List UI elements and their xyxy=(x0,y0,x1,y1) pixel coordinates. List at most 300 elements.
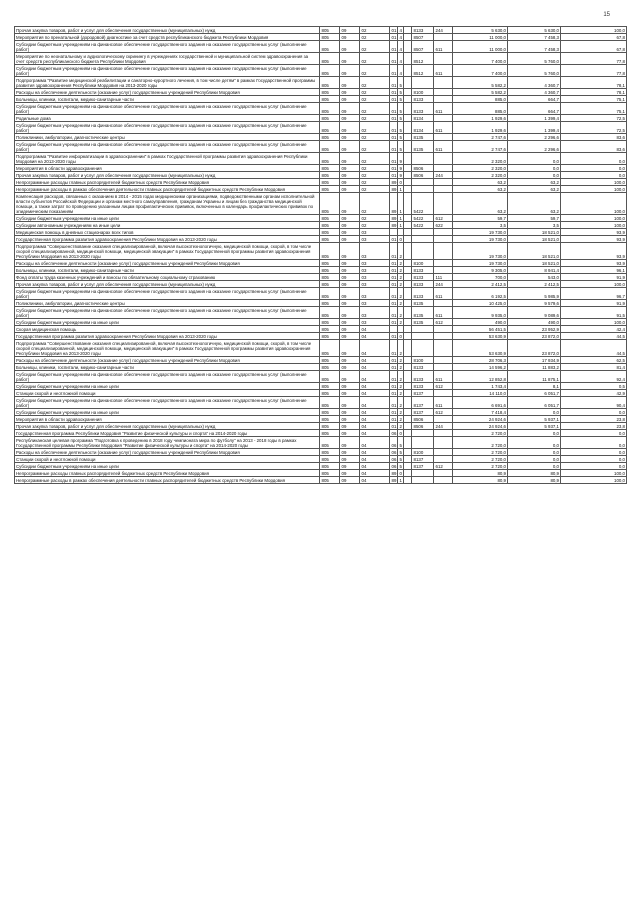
row-program: 01 xyxy=(391,115,397,121)
row-section: 09 xyxy=(340,27,360,34)
row-executed: 664,7 xyxy=(508,103,561,115)
row-executed: 59,7 xyxy=(508,215,561,222)
row-name: Субсидии бюджетным учреждениям на иные цели xyxy=(15,409,320,416)
row-subprogram: 5 xyxy=(398,77,404,89)
row-executed: 0,0 xyxy=(508,153,561,165)
row-article: 8133 xyxy=(412,96,434,103)
row-subsection: 03 xyxy=(360,236,390,243)
row-percent: 83,6 xyxy=(561,134,627,141)
row-executed: 17 934,9 xyxy=(508,357,561,364)
row-subprogram: 5 xyxy=(399,456,402,462)
row-expense-type xyxy=(434,134,453,141)
row-executed: 5 985,9 xyxy=(508,288,561,300)
row-expense-type xyxy=(434,229,453,236)
row-subsection: 04 xyxy=(360,326,390,333)
row-subprogram: 2 xyxy=(398,397,404,409)
row-section: 09 xyxy=(340,383,360,390)
row-subprogram: 0 xyxy=(399,470,402,476)
row-name: Субсидии бюджетным учреждениям на финансовое обеспечение государственного задания на оказание государственных услуг (выполнение работ) xyxy=(15,65,320,77)
row-subprogram: 2 xyxy=(399,383,402,389)
row-spacer xyxy=(404,416,412,423)
row-percent: 0,0 xyxy=(561,165,627,172)
row-article xyxy=(412,186,434,193)
row-executed: 9 089,6 xyxy=(508,307,561,319)
row-planned: 1 743,4 xyxy=(453,383,508,390)
row-executed: 8 941,4 xyxy=(508,267,561,274)
row-subsection: 02 xyxy=(360,215,390,222)
table-row xyxy=(15,179,627,186)
row-subprogram: 5 xyxy=(399,463,402,469)
row-executed: 2 296,6 xyxy=(508,141,561,153)
row-percent: 78,1 xyxy=(561,77,627,89)
row-ministry: 805 xyxy=(320,165,340,172)
table-row xyxy=(15,390,627,397)
table-row xyxy=(15,477,627,484)
row-spacer xyxy=(404,141,412,153)
row-section: 09 xyxy=(340,122,360,134)
row-ministry: 805 xyxy=(320,340,340,357)
row-name: Больницы, клиники, госпитали, медико-санитарные части xyxy=(15,96,320,103)
row-planned: 5 630,0 xyxy=(453,27,508,34)
row-planned: 10 425,0 xyxy=(453,300,508,307)
row-planned: 80,9 xyxy=(453,477,508,484)
row-executed: 18 521,0 xyxy=(508,243,561,260)
row-ministry: 805 xyxy=(320,307,340,319)
row-subsection: 02 xyxy=(360,134,390,141)
row-spacer xyxy=(404,300,412,307)
table-row xyxy=(15,27,627,34)
row-percent: 0,0 xyxy=(561,430,627,437)
row-program: 01 xyxy=(390,122,398,134)
row-percent: 72,5 xyxy=(561,115,627,122)
row-subsection: 03 xyxy=(360,281,390,288)
row-program: 01 xyxy=(390,103,398,115)
row-expense-type: 244 xyxy=(434,27,453,34)
row-planned: 14 110,0 xyxy=(453,390,508,397)
row-article: 8133 xyxy=(412,281,434,288)
row-subprogram: 2 xyxy=(399,357,402,363)
row-name: Субсидии бюджетным учреждениям на финансовое обеспечение государственного задания на оказание государственных услуг (выполнение работ) xyxy=(15,103,320,115)
row-subsection: 04 xyxy=(360,449,390,456)
row-expense-type xyxy=(434,89,453,96)
row-planned: 28 706,3 xyxy=(453,357,508,364)
row-program: 06 xyxy=(391,463,397,469)
row-expense-type xyxy=(434,53,453,65)
row-planned: 53 630,9 xyxy=(453,340,508,357)
row-planned: 3,5 xyxy=(453,222,508,229)
row-article: 8137 xyxy=(412,463,434,470)
row-subsection: 02 xyxy=(360,103,390,115)
row-spacer xyxy=(404,364,412,371)
row-spacer xyxy=(404,307,412,319)
row-section: 09 xyxy=(340,96,360,103)
row-subsection: 02 xyxy=(360,172,390,179)
row-article: 5422 xyxy=(412,193,434,215)
row-program: 01 xyxy=(391,27,397,33)
row-article: 8135 xyxy=(412,141,434,153)
row-subsection: 04 xyxy=(360,409,390,416)
row-subsection: 02 xyxy=(360,222,390,229)
row-spacer xyxy=(404,477,412,484)
row-article xyxy=(412,243,434,260)
row-executed: 5 760,0 xyxy=(508,65,561,77)
row-percent: 100,0 xyxy=(561,27,627,34)
row-spacer xyxy=(404,229,412,236)
table-row xyxy=(15,274,627,281)
row-percent: 0,0 xyxy=(561,172,627,179)
row-percent: 77,8 xyxy=(561,53,627,65)
row-article xyxy=(412,236,434,243)
row-planned: 6 691,6 xyxy=(453,397,508,409)
table-row xyxy=(15,430,627,437)
row-section: 09 xyxy=(340,267,360,274)
row-name: Фонд оплаты труда казенных учреждений и взносы по обязательному социальному страхованию xyxy=(15,274,320,281)
row-program: 01 xyxy=(391,134,397,140)
row-section: 09 xyxy=(340,371,360,383)
table-row xyxy=(15,300,627,307)
row-spacer xyxy=(404,96,412,103)
row-program: 89 xyxy=(391,179,397,185)
row-planned: 63,2 xyxy=(453,186,508,193)
table-row xyxy=(15,65,627,77)
row-ministry: 805 xyxy=(320,260,340,267)
row-planned: 2 412,5 xyxy=(453,281,508,288)
row-subsection: 04 xyxy=(360,340,390,357)
row-spacer xyxy=(404,153,412,165)
row-name: Прочая закупка товаров, работ и услуг для обеспечения государственных (муниципальных) нужд xyxy=(15,423,320,430)
row-spacer xyxy=(404,243,412,260)
row-executed: 3,5 xyxy=(508,222,561,229)
row-program: 01 xyxy=(390,141,398,153)
row-expense-type xyxy=(434,300,453,307)
row-ministry: 805 xyxy=(320,27,340,34)
row-program: 89 xyxy=(391,186,397,192)
row-article: 8135 xyxy=(412,300,434,307)
row-section: 09 xyxy=(340,172,360,179)
row-subprogram: 5 xyxy=(399,96,402,102)
row-expense-type: 111 xyxy=(434,274,453,281)
row-spacer xyxy=(404,172,412,179)
row-executed: 490,0 xyxy=(508,319,561,326)
row-name: Субсидии бюджетным учреждениям на иные цели xyxy=(15,215,320,222)
row-article xyxy=(412,229,434,236)
row-subprogram: 1 xyxy=(398,193,404,215)
row-name: Подпрограмма "Развитие информатизации в здравоохранении" в рамках Государственной программы развития здравоохранения Республики Мордовия на 2013-2020 годы xyxy=(15,153,320,165)
row-name: Субсидии бюджетным учреждениям на иные цели xyxy=(15,463,320,470)
row-subprogram: 2 xyxy=(399,267,402,273)
row-section: 09 xyxy=(340,134,360,141)
row-spacer xyxy=(404,463,412,470)
row-ministry: 805 xyxy=(320,326,340,333)
row-ministry: 805 xyxy=(320,236,340,243)
row-program: 01 xyxy=(391,89,397,95)
row-percent: 92,4 xyxy=(561,371,627,383)
row-percent: 23,8 xyxy=(561,416,627,423)
row-subsection: 04 xyxy=(360,423,390,430)
row-program: 89 xyxy=(391,215,397,221)
row-name: Расходы на обеспечение деятельности (оказание услуг) государственных учреждений Республики Мордовия xyxy=(15,89,320,96)
row-program: 89 xyxy=(391,470,397,476)
row-ministry: 805 xyxy=(320,430,340,437)
row-spacer xyxy=(404,319,412,326)
row-executed: 11 883,2 xyxy=(508,364,561,371)
row-subprogram: 2 xyxy=(399,274,402,280)
row-ministry: 805 xyxy=(320,41,340,53)
row-subsection: 03 xyxy=(360,243,390,260)
row-ministry: 805 xyxy=(320,267,340,274)
row-executed: 4 360,7 xyxy=(508,89,561,96)
table-row xyxy=(15,307,627,319)
row-planned: 19 730,0 xyxy=(453,243,508,260)
row-program: 01 xyxy=(390,307,398,319)
row-subsection: 04 xyxy=(360,371,390,383)
row-percent: 0,0 xyxy=(561,449,627,456)
table-row xyxy=(15,186,627,193)
row-program: 01 xyxy=(391,281,397,287)
row-name: Непрограммные расходы главных распорядителей бюджетных средств Республики Мордовия xyxy=(15,179,320,186)
row-subprogram: 1 xyxy=(399,186,402,192)
row-ministry: 805 xyxy=(320,397,340,409)
row-section: 09 xyxy=(340,319,360,326)
row-subsection: 02 xyxy=(360,165,390,172)
row-ministry: 805 xyxy=(320,34,340,41)
row-section: 09 xyxy=(340,307,360,319)
row-name: Государственная программа Республики Мордовия "Развитие физической культуры и спорта" на 2014-2020 годы xyxy=(15,430,320,437)
row-spacer xyxy=(404,115,412,122)
row-spacer xyxy=(404,215,412,222)
row-planned: 885,0 xyxy=(453,103,508,115)
row-article: 8133 xyxy=(412,274,434,281)
row-expense-type: 612 xyxy=(434,383,453,390)
table-row xyxy=(15,470,627,477)
row-subprogram: 5 xyxy=(398,141,404,153)
row-expense-type xyxy=(434,77,453,89)
row-expense-type: 244 xyxy=(434,423,453,430)
table-row xyxy=(15,371,627,383)
row-section: 09 xyxy=(340,463,360,470)
row-ministry: 805 xyxy=(320,383,340,390)
row-expense-type xyxy=(434,267,453,274)
row-percent: 100,0 xyxy=(561,193,627,215)
table-row xyxy=(15,165,627,172)
table-row xyxy=(15,134,627,141)
row-ministry: 805 xyxy=(320,77,340,89)
row-planned: 11 000,0 xyxy=(453,41,508,53)
row-executed: 0,0 xyxy=(508,172,561,179)
row-expense-type xyxy=(434,326,453,333)
row-spacer xyxy=(404,326,412,333)
row-subsection: 03 xyxy=(360,229,390,236)
row-executed: 4 360,7 xyxy=(508,77,561,89)
row-expense-type: 612 xyxy=(434,215,453,222)
row-article: 8137 xyxy=(412,409,434,416)
row-subsection: 02 xyxy=(360,122,390,134)
row-executed: 0,0 xyxy=(508,430,561,437)
row-ministry: 805 xyxy=(320,300,340,307)
row-planned: 9 305,0 xyxy=(453,267,508,274)
row-percent: 100,0 xyxy=(561,281,627,288)
row-subprogram: 0 xyxy=(399,236,402,242)
row-ministry: 805 xyxy=(320,416,340,423)
row-subsection: 04 xyxy=(360,470,390,477)
row-executed: 5 630,0 xyxy=(508,27,561,34)
row-name: Мероприятия в области здравоохранения xyxy=(15,165,320,172)
row-expense-type xyxy=(434,193,453,215)
row-section: 09 xyxy=(340,236,360,243)
row-spacer xyxy=(404,274,412,281)
table-row xyxy=(15,463,627,470)
table-row xyxy=(15,77,627,89)
row-percent: 83,6 xyxy=(561,141,627,153)
row-section: 09 xyxy=(340,449,360,456)
row-subprogram: 1 xyxy=(399,477,402,483)
row-executed: 23 872,0 xyxy=(508,333,561,340)
row-executed: 80,9 xyxy=(508,470,561,477)
row-percent: 62,5 xyxy=(561,357,627,364)
row-program: 01 xyxy=(391,423,397,429)
row-section: 09 xyxy=(340,193,360,215)
row-planned: 2 720,0 xyxy=(453,430,508,437)
table-row xyxy=(15,340,627,357)
row-percent: 96,7 xyxy=(561,288,627,300)
row-article: 8506 xyxy=(412,423,434,430)
row-program: 01 xyxy=(391,172,397,178)
row-subprogram: 1 xyxy=(399,215,402,221)
row-spacer xyxy=(404,65,412,77)
row-name: Субсидии бюджетным учреждениям на финансовое обеспечение государственного задания на оказание государственных услуг (выполнение работ) xyxy=(15,371,320,383)
row-article: 8134 xyxy=(412,115,434,122)
row-planned: 63,2 xyxy=(453,179,508,186)
row-article xyxy=(412,77,434,89)
row-article xyxy=(412,326,434,333)
row-article: 8135 xyxy=(412,134,434,141)
row-executed: 1 399,4 xyxy=(508,115,561,122)
row-program: 01 xyxy=(391,416,397,422)
row-spacer xyxy=(404,236,412,243)
row-spacer xyxy=(404,103,412,115)
row-subprogram: 4 xyxy=(398,65,404,77)
row-subsection: 02 xyxy=(360,193,390,215)
row-name: Субсидии автономным учреждениям на иные цели xyxy=(15,222,320,229)
row-executed: 0,0 xyxy=(508,409,561,416)
row-subprogram: 2 xyxy=(399,423,402,429)
row-ministry: 805 xyxy=(320,229,340,236)
row-ministry: 805 xyxy=(320,371,340,383)
row-section: 09 xyxy=(340,153,360,165)
row-spacer xyxy=(404,222,412,229)
table-row xyxy=(15,34,627,41)
row-subsection: 02 xyxy=(360,141,390,153)
row-name: Мероприятия по пренатальной (дородовой) диагностике за счет средств республиканского бюджета Республики Мордовия xyxy=(15,34,320,41)
row-section: 09 xyxy=(340,274,360,281)
row-ministry: 805 xyxy=(320,319,340,326)
row-planned: 1 929,6 xyxy=(453,115,508,122)
row-spacer xyxy=(404,340,412,357)
row-spacer xyxy=(404,267,412,274)
row-expense-type: 244 xyxy=(434,281,453,288)
row-executed: 0,0 xyxy=(508,456,561,463)
row-subsection: 03 xyxy=(360,307,390,319)
row-name: Подпрограмма "Совершенствование оказания специализированной, включая высокотехнологичную, медицинской помощи, скорой, в том числе скорой специализированной, медицинской помощи, медицинской эвакуации" в рамках Государственной программы развития здравоохранения Республики Мордовия на 2013-2020 годы xyxy=(15,340,320,357)
row-article: 8137 xyxy=(412,456,434,463)
row-spacer xyxy=(404,134,412,141)
row-article: 8506 xyxy=(412,172,434,179)
row-program: 01 xyxy=(390,288,398,300)
table-row xyxy=(15,319,627,326)
row-article: 5422 xyxy=(412,222,434,229)
row-section: 09 xyxy=(340,115,360,122)
row-subsection: 04 xyxy=(360,463,390,470)
row-section: 09 xyxy=(340,437,360,449)
row-subprogram: 2 xyxy=(399,319,402,325)
row-planned: 6 192,5 xyxy=(453,288,508,300)
row-ministry: 805 xyxy=(320,463,340,470)
row-spacer xyxy=(404,53,412,65)
row-section: 09 xyxy=(340,222,360,229)
row-ministry: 805 xyxy=(320,423,340,430)
row-section: 09 xyxy=(340,409,360,416)
row-percent: 23,8 xyxy=(561,423,627,430)
row-planned: 885,0 xyxy=(453,96,508,103)
row-subprogram: 2 xyxy=(398,340,404,357)
row-planned: 2 720,0 xyxy=(453,456,508,463)
row-expense-type xyxy=(434,333,453,340)
row-name: Непрограммные расходы в рамках обеспечения деятельности главных распорядителей бюджетных средств Республики Мордовия xyxy=(15,477,320,484)
row-program: 01 xyxy=(391,96,397,102)
row-name: Станции скорой и неотложной помощи xyxy=(15,390,320,397)
row-program: 01 xyxy=(390,65,398,77)
row-percent: 42,4 xyxy=(561,326,627,333)
row-percent: 0,0 xyxy=(561,437,627,449)
row-spacer xyxy=(404,34,412,41)
row-percent: 75,1 xyxy=(561,103,627,115)
row-ministry: 805 xyxy=(320,456,340,463)
row-name: Поликлиники, амбулатории, диагностические центры xyxy=(15,134,320,141)
table-row xyxy=(15,326,627,333)
row-program: 01 xyxy=(391,300,397,306)
row-expense-type: 611 xyxy=(434,288,453,300)
row-expense-type: 611 xyxy=(434,371,453,383)
row-name: Расходы на обеспечение деятельности (оказание услуг) государственных учреждений Республики Мордовия xyxy=(15,260,320,267)
row-percent: 0,0 xyxy=(561,463,627,470)
row-article: 8133 xyxy=(412,27,434,34)
row-program: 01 xyxy=(391,383,397,389)
row-article: 8137 xyxy=(412,397,434,409)
row-percent: 67,8 xyxy=(561,34,627,41)
table-row xyxy=(15,172,627,179)
table-row xyxy=(15,229,627,236)
row-subprogram: 1 xyxy=(399,222,402,228)
row-subsection: 03 xyxy=(360,260,390,267)
row-article: 5422 xyxy=(412,215,434,222)
row-planned: 2 320,0 xyxy=(453,153,508,165)
row-name: Подпрограмма "Развитие медицинской реабилитации и санаторно-курортного лечения, в том числе детям" в рамках Государственной программы развития здравоохранения Республики Мордовия на 2013-2020 годы xyxy=(15,77,320,89)
table-row xyxy=(15,333,627,340)
row-subsection: 04 xyxy=(360,430,390,437)
row-program: 01 xyxy=(390,53,398,65)
row-subsection: 04 xyxy=(360,456,390,463)
row-planned: 2 747,6 xyxy=(453,134,508,141)
row-executed: 0,0 xyxy=(508,449,561,456)
row-executed: 6 051,7 xyxy=(508,397,561,409)
row-ministry: 805 xyxy=(320,390,340,397)
table-body xyxy=(15,27,627,484)
row-subprogram: 5 xyxy=(399,134,402,140)
table-row xyxy=(15,115,627,122)
row-subsection: 03 xyxy=(360,288,390,300)
table-row xyxy=(15,409,627,416)
table-row xyxy=(15,260,627,267)
